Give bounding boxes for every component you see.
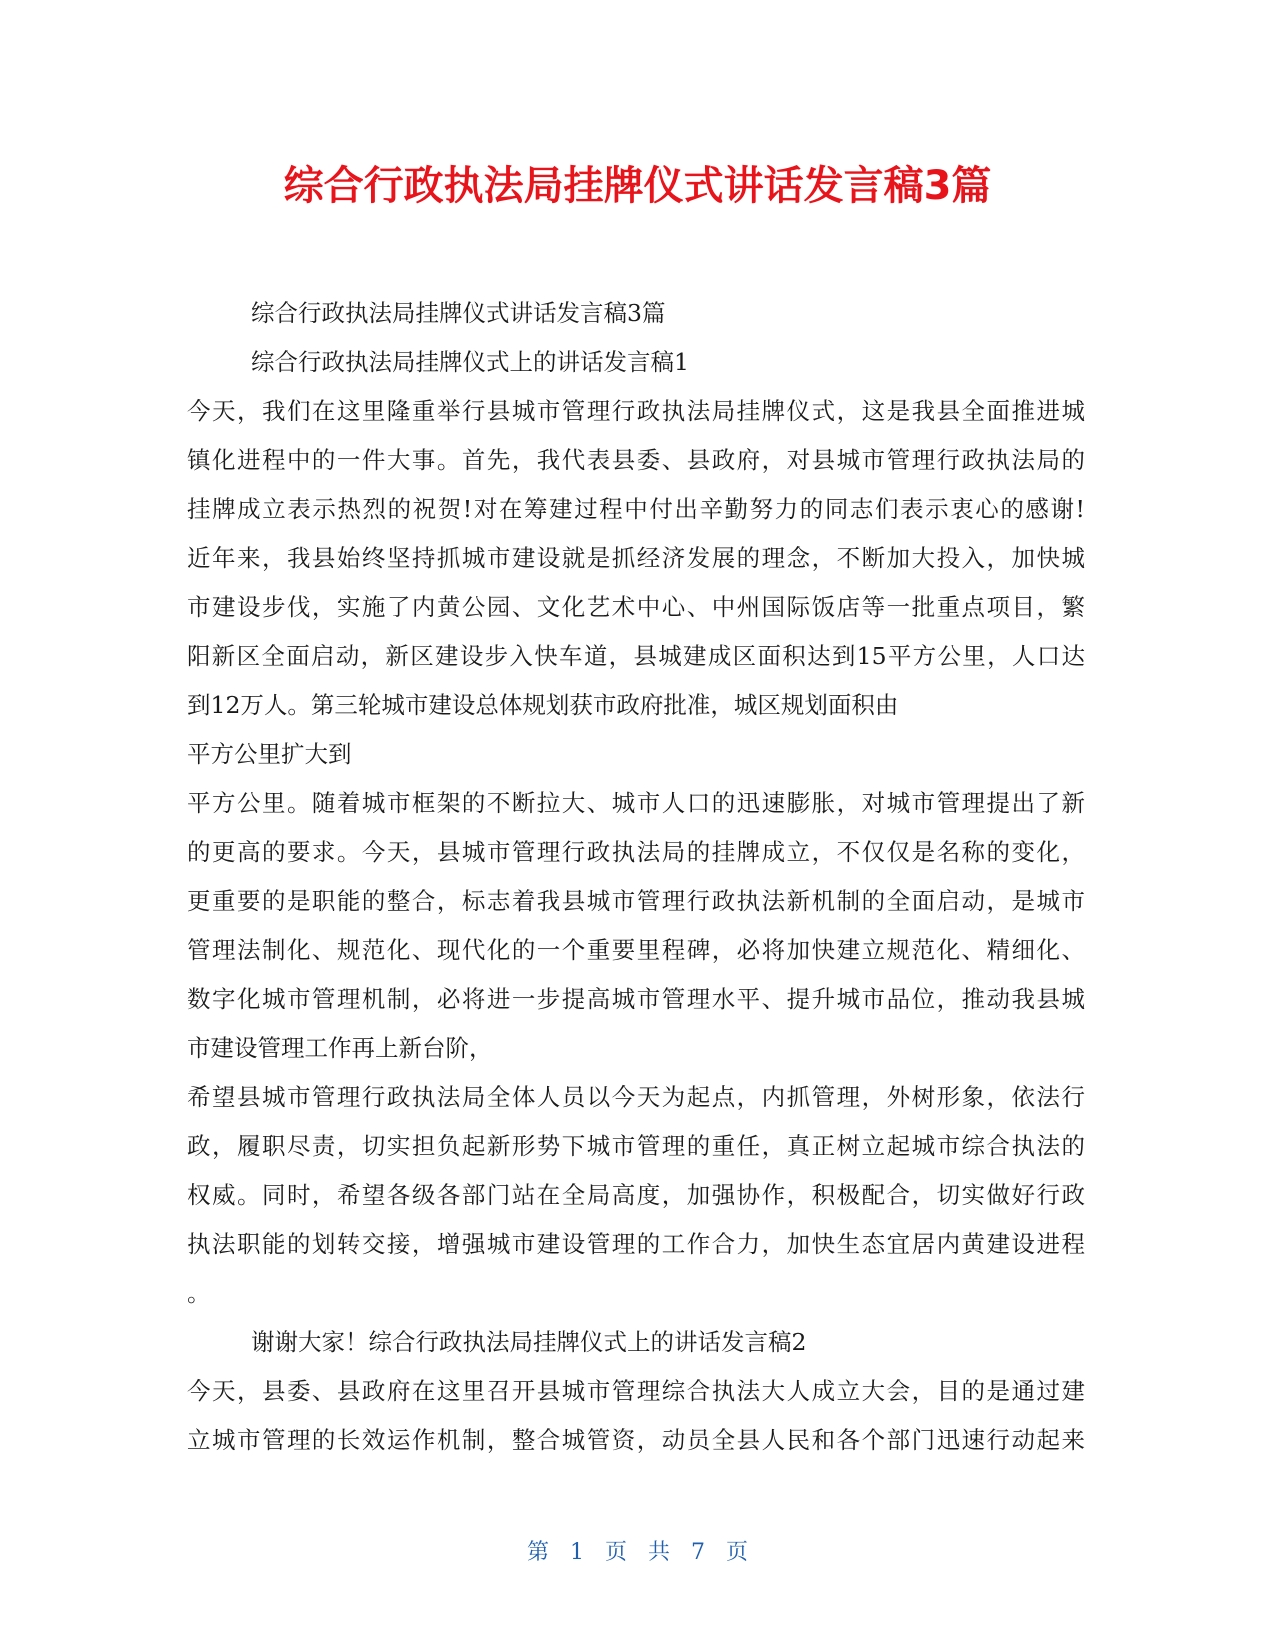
paragraph-line: 市建设管理工作再上新台阶， xyxy=(187,1034,493,1062)
paragraph-line: 立城市管理的长效运作机制，整合城管资，动员全县人民和各个部门迅速行动起来 xyxy=(187,1426,1085,1454)
paragraph-line: 数字化城市管理机制，必将进一步提高城市管理水平、提升城市品位，推动我县城 xyxy=(187,985,1085,1013)
paragraph-line: 平方公里扩大到 xyxy=(187,740,352,768)
paragraph-line: 综合行政执法局挂牌仪式讲话发言稿3篇 xyxy=(251,299,666,327)
paragraph-line: 更重要的是职能的整合，标志着我县城市管理行政执法新机制的全面启动，是城市 xyxy=(187,887,1085,915)
paragraph-line: 挂牌成立表示热烈的祝贺!对在筹建过程中付出辛勤努力的同志们表示衷心的感谢! xyxy=(187,495,1085,523)
paragraph-line: 镇化进程中的一件大事。首先，我代表县委、县政府，对县城市管理行政执法局的 xyxy=(187,446,1085,474)
paragraph-line: 。 xyxy=(187,1279,211,1307)
paragraph-line: 的更高的要求。今天，县城市管理行政执法局的挂牌成立，不仅仅是名称的变化， xyxy=(187,838,1085,866)
footer-total-pages: 7 xyxy=(691,1540,706,1565)
page-footer xyxy=(0,1535,1275,1566)
paragraph-line: 执法职能的划转交接，增强城市建设管理的工作合力，加快生态宜居内黄建设进程 xyxy=(187,1230,1085,1258)
paragraph-line: 综合行政执法局挂牌仪式上的讲话发言稿1 xyxy=(251,348,689,376)
paragraph-line: 今天，县委、县政府在这里召开县城市管理综合执法大人成立大会，目的是通过建 xyxy=(187,1377,1085,1405)
paragraph-line: 希望县城市管理行政执法局全体人员以今天为起点，内抓管理，外树形象，依法行 xyxy=(187,1083,1085,1111)
paragraph-line: 管理法制化、规范化、现代化的一个重要里程碑，必将加快建立规范化、精细化、 xyxy=(187,936,1085,964)
paragraph-line: 市建设步伐，实施了内黄公园、文化艺术中心、中州国际饭店等一批重点项目，繁 xyxy=(187,593,1085,621)
paragraph-line: 到12万人。第三轮城市建设总体规划获市政府批准，城区规划面积由 xyxy=(187,691,899,719)
footer-label-total: 共 xyxy=(648,1540,671,1565)
footer-label-page: 第 xyxy=(526,1540,549,1565)
paragraph-line: 平方公里。随着城市框架的不断拉大、城市人口的迅速膨胀，对城市管理提出了新 xyxy=(187,789,1085,817)
footer-current-page: 1 xyxy=(569,1540,584,1565)
paragraph-line: 近年来，我县始终坚持抓城市建设就是抓经济发展的理念，不断加大投入，加快城 xyxy=(187,544,1085,572)
paragraph-line: 权威。同时，希望各级各部门站在全局高度，加强协作，积极配合，切实做好行政 xyxy=(187,1181,1085,1209)
footer-label-page-unit: 页 xyxy=(604,1540,627,1565)
paragraph-line: 谢谢大家！综合行政执法局挂牌仪式上的讲话发言稿2 xyxy=(251,1328,807,1356)
paragraph-line: 政，履职尽责，切实担负起新形势下城市管理的重任，真正树立起城市综合执法的 xyxy=(187,1132,1085,1160)
paragraph-line: 阳新区全面启动，新区建设步入快车道，县城建成区面积达到15平方公里，人口达 xyxy=(187,642,1085,670)
paragraph-line: 今天，我们在这里隆重举行县城市管理行政执法局挂牌仪式，这是我县全面推进城 xyxy=(187,397,1085,425)
document-title: 综合行政执法局挂牌仪式讲话发言稿3篇 xyxy=(283,163,992,209)
footer-label-total-unit: 页 xyxy=(726,1540,749,1565)
document-body xyxy=(187,289,1085,1465)
